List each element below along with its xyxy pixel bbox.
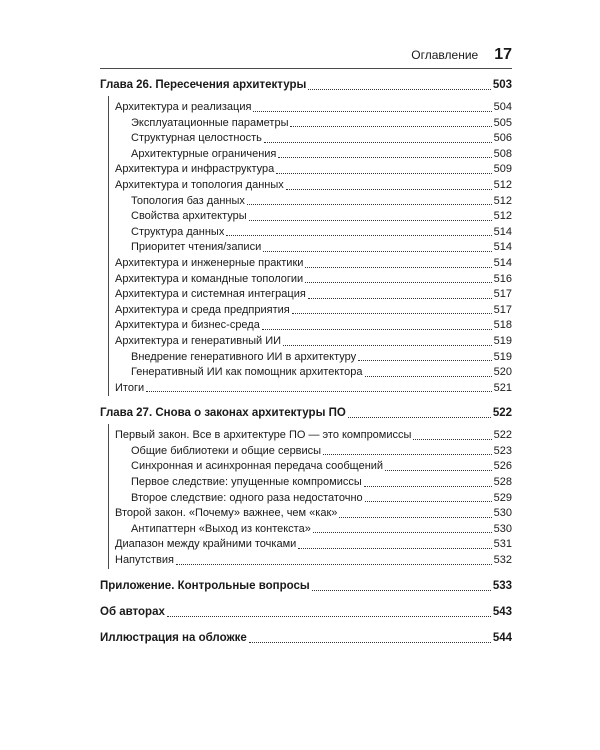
dot-leader: [247, 203, 492, 205]
dot-leader: [323, 453, 492, 455]
toc-entry[interactable]: [100, 381, 512, 397]
toc-entry-title: Антипаттерн «Выход из контекста»: [131, 522, 311, 535]
dot-leader: [348, 416, 491, 418]
toc-entry-title: Архитектура и бизнес-среда: [115, 319, 260, 332]
toc-entry[interactable]: [100, 162, 512, 178]
toc-entry[interactable]: [100, 553, 512, 569]
toc-entry-title: Глава 26. Пересечения архитектуры: [100, 79, 307, 91]
dot-leader: [249, 219, 492, 221]
toc-chapter-entry[interactable]: [100, 77, 512, 94]
toc-entry-page: 521: [493, 381, 512, 394]
toc-entry-title: Эксплуатационные параметры: [131, 116, 289, 129]
toc-entry-page: 514: [493, 256, 512, 269]
toc-subentry[interactable]: [100, 209, 512, 225]
toc-entry-page: 523: [493, 444, 512, 457]
dot-leader: [413, 438, 491, 440]
dot-leader: [283, 344, 492, 346]
dot-leader: [364, 485, 492, 487]
chapter-26: [100, 77, 512, 396]
toc-entry-page: 517: [493, 288, 512, 301]
toc-entry-page: 522: [492, 407, 512, 420]
toc-entry-page: 519: [493, 334, 512, 347]
dot-leader: [305, 281, 491, 283]
toc-entry-title: Топология баз данных: [131, 194, 245, 207]
toc-entry-page: 518: [493, 319, 512, 332]
toc-entry-title: Диапазон между крайними точками: [115, 538, 297, 551]
toc-entry[interactable]: [100, 537, 512, 553]
toc-entry[interactable]: [100, 318, 512, 334]
toc-entry[interactable]: [100, 256, 512, 272]
dot-leader: [167, 615, 491, 617]
toc-entry-title: Структурная целостность: [131, 132, 262, 145]
dot-leader: [292, 312, 492, 314]
header-rule: [100, 68, 512, 69]
toc-entry-page: 505: [493, 116, 512, 129]
toc-entry-title: Архитектура и командные топологии: [115, 272, 304, 285]
toc-entry-title: Архитектура и инженерные практики: [115, 256, 304, 269]
toc-entry-title: Архитектура и среда предприятия: [115, 303, 290, 316]
toc-entry-title: Второй закон. «Почему» важнее, чем «как»: [115, 507, 338, 520]
toc-entry-title: Иллюстрация на обложке: [100, 631, 247, 644]
toc-entry[interactable]: [100, 334, 512, 350]
toc-subentry[interactable]: [100, 522, 512, 538]
toc-entry-page: 516: [493, 272, 512, 285]
dot-leader: [176, 563, 492, 565]
toc-entry-title: Первый закон. Все в архитектуре ПО — это компромиссы: [115, 429, 412, 442]
toc-entry-page: 504: [493, 101, 512, 113]
toc-entry-page: 530: [493, 507, 512, 520]
toc-entry-page: 512: [493, 178, 512, 191]
toc-entry-title: Приоритет чтения/записи: [131, 241, 262, 254]
dot-leader: [253, 110, 491, 112]
toc-entry-title: Генеративный ИИ как помощник архитектора: [131, 366, 363, 379]
toc-entry-page: 532: [493, 554, 512, 567]
toc-entry-title: Синхронная и асинхронная передача сообщений: [131, 460, 384, 473]
toc-entry-page: 514: [493, 241, 512, 254]
dot-leader: [308, 297, 492, 299]
toc-entry[interactable]: [100, 178, 512, 194]
dot-leader: [264, 141, 492, 143]
dot-leader: [146, 390, 492, 392]
toc-chapter-entry[interactable]: [100, 405, 512, 422]
toc-entry-title: Приложение. Контрольные вопросы: [100, 579, 310, 592]
toc-entry-title: Архитектура и генеративный ИИ: [115, 334, 282, 347]
running-header: [88, 40, 512, 64]
toc-entry-page: 529: [493, 491, 512, 504]
dot-leader: [278, 156, 491, 158]
toc-subentry[interactable]: [100, 444, 512, 460]
toc-entry-page: 520: [493, 366, 512, 379]
dot-leader: [365, 500, 492, 502]
toc-entry-page: 512: [493, 194, 512, 207]
toc-entry-title: Первое следствие: упущенные компромиссы: [131, 476, 362, 489]
toc-entry-page: 509: [493, 163, 512, 176]
toc-entry-title: Напутствия: [115, 554, 174, 567]
toc-subentry[interactable]: [100, 459, 512, 475]
toc-entry-page: 528: [493, 476, 512, 489]
toc-authors-entry[interactable]: [100, 604, 512, 621]
toc-subentry[interactable]: [100, 491, 512, 507]
dot-leader: [312, 589, 491, 591]
toc-entry-page: 508: [493, 147, 512, 160]
toc-entry[interactable]: [100, 506, 512, 522]
dot-leader: [305, 266, 491, 268]
toc-entry-title: Архитектура и топология данных: [115, 178, 284, 191]
dot-leader: [290, 125, 491, 127]
toc-entry[interactable]: [100, 100, 512, 116]
toc-entry-page: 514: [493, 225, 512, 238]
toc-subentry[interactable]: [100, 225, 512, 241]
toc-entry-title: Глава 27. Снова о законах архитектуры ПО: [100, 407, 346, 420]
toc-subentry[interactable]: [100, 475, 512, 491]
table-of-contents: [100, 77, 512, 647]
toc-entry-page: 526: [493, 460, 512, 473]
toc-subentry[interactable]: [100, 147, 512, 163]
toc-subentry[interactable]: [100, 116, 512, 132]
toc-entry-page: 544: [492, 631, 512, 644]
toc-entry-page: 530: [493, 522, 512, 535]
toc-cover-entry[interactable]: [100, 630, 512, 647]
toc-entry-title: Архитектура и реализация: [115, 101, 252, 113]
toc-entry[interactable]: [100, 303, 512, 319]
dot-leader: [262, 328, 492, 330]
toc-entry[interactable]: [100, 428, 512, 444]
toc-entry-page: 517: [493, 303, 512, 316]
toc-entry-title: Общие библиотеки и общие сервисы: [131, 444, 322, 457]
dot-leader: [313, 531, 492, 533]
dot-leader: [339, 516, 491, 518]
toc-appendix-entry[interactable]: [100, 578, 512, 595]
toc-subentry[interactable]: [100, 240, 512, 256]
toc-entry-page: 522: [493, 429, 512, 442]
dot-leader: [276, 172, 491, 174]
toc-subentry[interactable]: [100, 194, 512, 210]
toc-entry[interactable]: [100, 287, 512, 303]
dot-leader: [308, 88, 491, 90]
toc-subentry[interactable]: [100, 350, 512, 366]
toc-entry-page: 531: [493, 538, 512, 551]
toc-entry-page: 503: [492, 79, 512, 91]
running-header-section: Оглавление: [411, 48, 479, 62]
toc-entry-page: 512: [493, 210, 512, 223]
toc-entry-page: 533: [492, 579, 512, 592]
toc-entry-title: Итоги: [115, 381, 145, 394]
toc-entry-title: Об авторах: [100, 605, 165, 618]
toc-entry-title: Внедрение генеративного ИИ в архитектуру: [131, 350, 357, 363]
toc-subentry[interactable]: [100, 365, 512, 381]
toc-entry-page: 506: [493, 132, 512, 145]
dot-leader: [358, 359, 492, 361]
toc-entry-title: Архитектура и системная интеграция: [115, 288, 306, 301]
toc-entry-page: 543: [492, 605, 512, 618]
toc-entry-title: Второе следствие: одного раза недостаточно: [131, 491, 363, 504]
chapter-27: [100, 405, 512, 568]
dot-leader: [249, 641, 491, 643]
toc-entry-title: Архитектура и инфраструктура: [115, 163, 275, 176]
toc-entry[interactable]: [100, 272, 512, 288]
toc-entry-title: Архитектурные ограничения: [131, 147, 277, 160]
dot-leader: [286, 188, 492, 190]
page-number: 17: [494, 46, 512, 63]
toc-subentry[interactable]: [100, 131, 512, 147]
dot-leader: [263, 250, 491, 252]
dot-leader: [226, 234, 491, 236]
toc-entry-page: 519: [493, 350, 512, 363]
dot-leader: [298, 547, 491, 549]
toc-entry-title: Свойства архитектуры: [131, 210, 247, 223]
dot-leader: [385, 469, 492, 471]
toc-entry-title: Структура данных: [131, 225, 225, 238]
dot-leader: [365, 375, 492, 377]
